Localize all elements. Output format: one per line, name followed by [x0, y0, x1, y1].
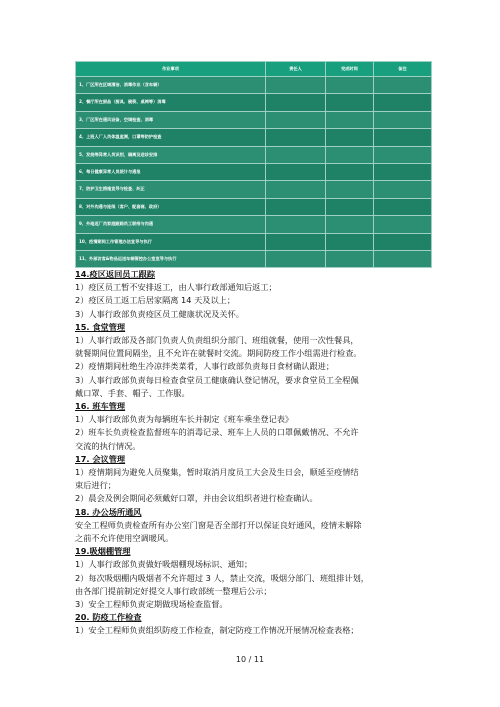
table-row	[76, 146, 432, 163]
task-cell: 2、餐厅所在厨品（厨具、碗筷、桌椅等）消毒	[76, 94, 266, 111]
body-line: 1）人事行政部及各部门负责人负责组织分部门、班组就餐，使用一次性餐具，	[75, 335, 359, 346]
section-heading: 18. 办公场所通风	[75, 506, 142, 517]
owner-cell[interactable]	[266, 233, 326, 250]
table-row	[76, 94, 432, 111]
body-line: 由各部门提前制定好提交人事行政部统一整理后公示；	[75, 585, 272, 596]
body-line: 交流的执行情况。	[75, 440, 141, 451]
task-cell: 7、防护卫生措施宣导与检查、纠正	[76, 181, 266, 198]
table-row	[76, 233, 432, 250]
deadline-cell[interactable]	[326, 233, 374, 250]
owner-cell[interactable]	[266, 181, 326, 198]
deadline-cell[interactable]	[326, 163, 374, 180]
table-row	[76, 250, 432, 267]
body-line: 2）疫情期间杜绝生冷凉拌类菜肴，人事行政部负责每日食材确认跟进；	[75, 361, 335, 372]
section-heading: 20. 防疫工作检查	[75, 612, 142, 623]
body-line: 1）人事行政部负责为每辆班车长并制定《班车乘坐登记表》	[75, 414, 294, 425]
owner-cell[interactable]	[266, 250, 326, 267]
remarks-cell[interactable]	[374, 181, 432, 198]
table-row	[76, 163, 432, 180]
deadline-cell[interactable]	[326, 250, 374, 267]
section-heading: 17. 会议管理	[75, 453, 126, 464]
task-cell: 4、上班人厂人员体温监测，口罩等防护检查	[76, 129, 266, 146]
body-line: 1）人事行政部负责做好吸烟棚现场标识、通知；	[75, 559, 253, 570]
table-row	[76, 198, 432, 215]
header-task: 作业事项	[76, 62, 266, 77]
body-line: 就餐期间位置间隔坐，且不允许在就餐时交流。期间防疫工作小组需进行检查。	[75, 348, 362, 359]
owner-cell[interactable]	[266, 77, 326, 94]
table-header-row	[76, 62, 432, 77]
remarks-cell[interactable]	[374, 77, 432, 94]
remarks-cell[interactable]	[374, 111, 432, 128]
body-line: 1）疫区员工暂不安排返工，由人事行政部通知后返工；	[75, 282, 277, 293]
remarks-cell[interactable]	[374, 198, 432, 215]
deadline-cell[interactable]	[326, 129, 374, 146]
deadline-cell[interactable]	[326, 77, 374, 94]
task-cell: 10、疫情期间工作管理办法宣导与执行	[76, 233, 266, 250]
remarks-cell[interactable]	[374, 250, 432, 267]
task-cell: 1、厂区所在区域清洁、消毒作业（含车辆）	[76, 77, 266, 94]
owner-cell[interactable]	[266, 216, 326, 233]
task-cell: 8、对外沟通与连续（客户、配套商、政府）	[76, 198, 266, 215]
body-line: 1）安全工程师负责组织防疫工作检查，制定防疫工作情况开展情况检查表格；	[75, 625, 359, 636]
body-line: 束后进行；	[75, 480, 116, 491]
task-cell: 11、外部访客&物品运送车辆管控办公室宣导与执行	[76, 250, 266, 267]
checklist-body	[76, 77, 432, 268]
section-heading: 14.疫区返回员工跟踪	[75, 269, 156, 279]
section-heading: 15. 食堂管理	[75, 321, 126, 332]
owner-cell[interactable]	[266, 111, 326, 128]
deadline-cell[interactable]	[326, 216, 374, 233]
remarks-cell[interactable]	[374, 216, 432, 233]
section-heading: 19.吸烟棚管理	[75, 546, 131, 557]
deadline-cell[interactable]	[326, 146, 374, 163]
task-cell: 6、每日健康异常人员统计与通报	[76, 163, 266, 180]
header-owner: 责任人	[266, 62, 326, 77]
remarks-cell[interactable]	[374, 94, 432, 111]
body-line: 戴口罩、手套、帽子、工作服。	[75, 387, 190, 398]
owner-cell[interactable]	[266, 129, 326, 146]
owner-cell[interactable]	[266, 94, 326, 111]
owner-cell[interactable]	[266, 163, 326, 180]
body-line: 之前不允许使用空调暖风。	[75, 533, 174, 544]
body-line: 2）疫区员工返工后居家隔离 14 天及以上；	[75, 295, 236, 306]
table-row	[76, 216, 432, 233]
body-line: 2）班车长负责检查监督班车的消毒记录、班车上人员的口罩佩戴情况、不允许	[75, 427, 359, 438]
remarks-cell[interactable]	[374, 146, 432, 163]
body-line: 3）人事行政部负责疫区员工健康状况及关怀。	[75, 308, 244, 319]
task-cell: 5、发烧等异常人员识别，隔离及送诊安排	[76, 146, 266, 163]
body-line: 2）每次吸烟棚内吸烟者不允许超过 3 人，禁止交流，吸烟分部门、班组排计划，	[75, 572, 369, 583]
remarks-cell[interactable]	[374, 163, 432, 180]
owner-cell[interactable]	[266, 198, 326, 215]
body-line: 3）人事行政部负责每日检查食堂员工健康确认登记情况，要求食堂员工全程佩	[75, 374, 359, 385]
body-line: 2）晨会及例会期间必须戴好口罩，并由会议组织者进行检查确认。	[75, 493, 318, 504]
document-body	[75, 268, 435, 638]
body-line: 1）疫情期间为避免人员聚集，暂时取消月度员工大会及生日会，顺延至疫情结	[75, 467, 359, 478]
table-row	[76, 111, 432, 128]
body-line: 3）安全工程师负责定期做现场检查监督。	[75, 599, 228, 610]
deadline-cell[interactable]	[326, 111, 374, 128]
header-deadline: 完成时间	[326, 62, 374, 77]
task-cell: 9、外地返厂员家庭跟踪员工联络与沟通	[76, 216, 266, 233]
remarks-cell[interactable]	[374, 129, 432, 146]
body-line: 安全工程师负责检查所有办公室门窗是否全部打开以保证良好通风，疫情未解除	[75, 519, 362, 530]
header-remarks: 备注	[374, 62, 432, 77]
deadline-cell[interactable]	[326, 94, 374, 111]
table-row	[76, 129, 432, 146]
deadline-cell[interactable]	[326, 198, 374, 215]
section-heading: 16. 班车管理	[75, 401, 126, 412]
deadline-cell[interactable]	[326, 181, 374, 198]
task-cell: 3、厂区所在通风设备，空调检查、消毒	[76, 111, 266, 128]
table-row	[76, 77, 432, 94]
table-row	[76, 181, 432, 198]
owner-cell[interactable]	[266, 146, 326, 163]
remarks-cell[interactable]	[374, 233, 432, 250]
page-number: 10 / 11	[235, 655, 265, 664]
checklist-table	[75, 61, 432, 268]
